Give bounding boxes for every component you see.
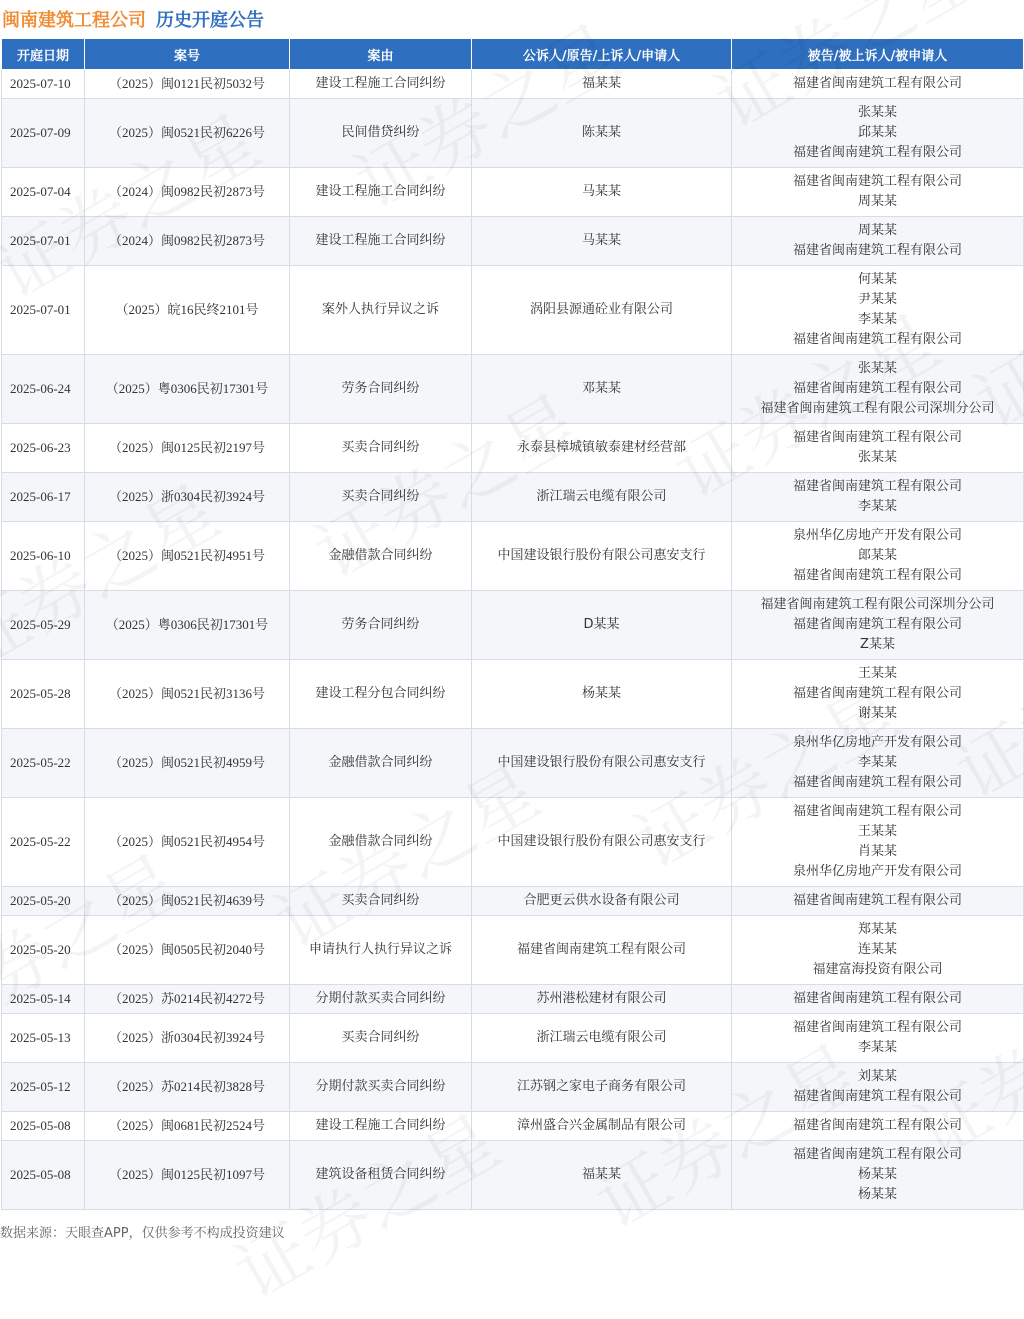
defendant-name: 福建省闽南建筑工程有限公司 <box>792 145 962 160</box>
court-hearing-table <box>1 38 1024 1210</box>
column-header-date: 开庭日期 <box>2 39 85 70</box>
hearing-date-cell: 2025-05-20 <box>2 887 85 916</box>
defendant-name: 福建省闽南建筑工程有限公司 <box>792 1089 962 1104</box>
defendant-cell <box>732 1141 1024 1210</box>
defendant-cell <box>732 660 1024 729</box>
case-number-cell: （2025）苏0214民初4272号 <box>85 985 290 1014</box>
plaintiff-cell <box>472 916 732 985</box>
defendant-cell <box>732 916 1024 985</box>
case-number-cell: （2025）闽0521民初4954号 <box>85 798 290 887</box>
case-cause-cell: 申请执行人执行异议之诉 <box>290 916 472 985</box>
defendant-cell <box>732 424 1024 473</box>
defendant-name: 泉州华亿房地产开发有限公司 <box>792 735 962 750</box>
defendant-name: 李某某 <box>857 755 897 770</box>
table-row <box>2 522 1024 591</box>
case-cause-cell: 建设工程施工合同纠纷 <box>290 168 472 217</box>
defendant-name: 福建省闽南建筑工程有限公司 <box>792 174 962 189</box>
page-header <box>0 0 1024 38</box>
table-row <box>2 1063 1024 1112</box>
table-row <box>2 1112 1024 1141</box>
defendant-name: 福建省闽南建筑工程有限公司 <box>792 991 962 1006</box>
case-cause-cell: 劳务合同纠纷 <box>290 355 472 424</box>
defendant-name: 福建省闽南建筑工程有限公司深圳分公司 <box>760 401 995 416</box>
hearing-date-cell: 2025-07-01 <box>2 266 85 355</box>
case-number-cell: （2025）闽0121民初5032号 <box>85 70 290 99</box>
plaintiff-name: 中国建设银行股份有限公司惠安支行 <box>497 548 706 563</box>
defendant-name: 福建省闽南建筑工程有限公司 <box>792 893 962 908</box>
plaintiff-cell <box>472 1112 732 1141</box>
defendant-name: 福建省闽南建筑工程有限公司 <box>792 617 962 632</box>
defendant-name: 福建省闽南建筑工程有限公司 <box>792 1020 962 1035</box>
defendant-name: 郎某某 <box>857 548 897 563</box>
table-row <box>2 168 1024 217</box>
defendant-name: 周某某 <box>857 223 897 238</box>
plaintiff-cell <box>472 217 732 266</box>
defendant-name: 福建省闽南建筑工程有限公司 <box>792 686 962 701</box>
plaintiff-name: 江苏钢之家电子商务有限公司 <box>516 1079 686 1094</box>
case-number-cell: （2025）苏0214民初3828号 <box>85 1063 290 1112</box>
defendant-name: 张某某 <box>857 105 897 120</box>
plaintiff-cell <box>472 985 732 1014</box>
defendant-name: 王某某 <box>857 824 897 839</box>
case-cause-cell: 建设工程施工合同纠纷 <box>290 1112 472 1141</box>
case-cause-cell: 金融借款合同纠纷 <box>290 729 472 798</box>
defendant-cell <box>732 798 1024 887</box>
defendant-name: 李某某 <box>857 312 897 327</box>
plaintiff-cell <box>472 266 732 355</box>
defendant-name: 尹某某 <box>857 292 897 307</box>
table-row <box>2 887 1024 916</box>
plaintiff-cell <box>472 798 732 887</box>
case-number-cell: （2025）闽0521民初4959号 <box>85 729 290 798</box>
case-number-cell: （2025）闽0521民初4951号 <box>85 522 290 591</box>
column-header-case-no: 案号 <box>85 39 290 70</box>
defendant-name: 福建省闽南建筑工程有限公司 <box>792 1147 962 1162</box>
defendant-name: 周某某 <box>857 194 897 209</box>
case-cause-cell: 金融借款合同纠纷 <box>290 522 472 591</box>
defendant-name: 福建富海投资有限公司 <box>812 962 943 977</box>
hearing-date-cell: 2025-06-17 <box>2 473 85 522</box>
defendant-name: 福建省闽南建筑工程有限公司 <box>792 381 962 396</box>
plaintiff-cell <box>472 729 732 798</box>
plaintiff-cell <box>472 522 732 591</box>
case-number-cell: （2025）浙0304民初3924号 <box>85 1014 290 1063</box>
plaintiff-cell <box>472 424 732 473</box>
defendant-cell <box>732 1112 1024 1141</box>
defendant-name: 张某某 <box>857 450 897 465</box>
case-cause-cell: 分期付款买卖合同纠纷 <box>290 1063 472 1112</box>
defendant-name: Z某某 <box>860 637 895 652</box>
column-header-plaintiff: 公诉人/原告/上诉人/申请人 <box>472 39 732 70</box>
plaintiff-cell <box>472 591 732 660</box>
plaintiff-cell <box>472 660 732 729</box>
plaintiff-name: 永泰县樟城镇敏泰建材经营部 <box>516 440 686 455</box>
page-title: 历史开庭公告 <box>156 10 264 31</box>
column-header-cause: 案由 <box>290 39 472 70</box>
defendant-cell <box>732 729 1024 798</box>
defendant-cell <box>732 1063 1024 1112</box>
hearing-date-cell: 2025-05-29 <box>2 591 85 660</box>
defendant-name: 福建省闽南建筑工程有限公司 <box>792 775 962 790</box>
defendant-name: 福建省闽南建筑工程有限公司 <box>792 568 962 583</box>
table-row <box>2 217 1024 266</box>
hearing-date-cell: 2025-05-08 <box>2 1141 85 1210</box>
defendant-name: 刘某某 <box>857 1069 897 1084</box>
plaintiff-cell <box>472 473 732 522</box>
defendant-name: 郑某某 <box>857 922 897 937</box>
defendant-cell <box>732 266 1024 355</box>
defendant-cell <box>732 887 1024 916</box>
table-row <box>2 1141 1024 1210</box>
case-number-cell: （2025）皖16民终2101号 <box>85 266 290 355</box>
plaintiff-cell <box>472 1141 732 1210</box>
plaintiff-name: 福建省闽南建筑工程有限公司 <box>516 942 686 957</box>
hearing-date-cell: 2025-05-08 <box>2 1112 85 1141</box>
data-source-note: 数据来源：天眼查APP，仅供参考不构成投资建议 <box>0 1226 285 1241</box>
plaintiff-cell <box>472 887 732 916</box>
case-cause-cell: 建设工程分包合同纠纷 <box>290 660 472 729</box>
defendant-name: 李某某 <box>857 1040 897 1055</box>
plaintiff-name: D某某 <box>583 617 620 632</box>
hearing-date-cell: 2025-05-22 <box>2 798 85 887</box>
table-row <box>2 660 1024 729</box>
table-row <box>2 916 1024 985</box>
plaintiff-name: 中国建设银行股份有限公司惠安支行 <box>497 755 706 770</box>
case-number-cell: （2024）闽0982民初2873号 <box>85 168 290 217</box>
defendant-cell <box>732 217 1024 266</box>
case-cause-cell: 买卖合同纠纷 <box>290 1014 472 1063</box>
case-number-cell: （2025）浙0304民初3924号 <box>85 473 290 522</box>
case-number-cell: （2025）闽0681民初2524号 <box>85 1112 290 1141</box>
defendant-name: 福建省闽南建筑工程有限公司 <box>792 76 962 91</box>
case-number-cell: （2024）闽0982民初2873号 <box>85 217 290 266</box>
case-cause-cell: 建设工程施工合同纠纷 <box>290 217 472 266</box>
hearing-date-cell: 2025-06-10 <box>2 522 85 591</box>
case-number-cell: （2025）闽0505民初2040号 <box>85 916 290 985</box>
plaintiff-cell <box>472 355 732 424</box>
case-cause-cell: 建筑设备租赁合同纠纷 <box>290 1141 472 1210</box>
hearing-date-cell: 2025-07-10 <box>2 70 85 99</box>
column-header-defendant: 被告/被上诉人/被申请人 <box>732 39 1024 70</box>
case-cause-cell: 劳务合同纠纷 <box>290 591 472 660</box>
defendant-name: 谢某某 <box>857 706 897 721</box>
table-row <box>2 266 1024 355</box>
defendant-name: 何某某 <box>857 272 897 287</box>
defendant-name: 杨某某 <box>857 1187 897 1202</box>
plaintiff-cell <box>472 1063 732 1112</box>
defendant-name: 泉州华亿房地产开发有限公司 <box>792 864 962 879</box>
defendant-cell <box>732 168 1024 217</box>
table-header-row <box>2 39 1024 70</box>
hearing-date-cell: 2025-05-14 <box>2 985 85 1014</box>
defendant-name: 李某某 <box>857 499 897 514</box>
hearing-date-cell: 2025-05-22 <box>2 729 85 798</box>
case-cause-cell: 金融借款合同纠纷 <box>290 798 472 887</box>
table-row <box>2 473 1024 522</box>
plaintiff-name: 杨某某 <box>581 686 621 701</box>
plaintiff-name: 邓某某 <box>581 381 621 396</box>
hearing-date-cell: 2025-05-13 <box>2 1014 85 1063</box>
defendant-name: 邱某某 <box>857 125 897 140</box>
table-row <box>2 985 1024 1014</box>
defendant-name: 王某某 <box>857 666 897 681</box>
defendant-name: 福建省闽南建筑工程有限公司 <box>792 804 962 819</box>
case-number-cell: （2025）粤0306民初17301号 <box>85 355 290 424</box>
hearing-date-cell: 2025-05-20 <box>2 916 85 985</box>
defendant-name: 福建省闽南建筑工程有限公司 <box>792 430 962 445</box>
plaintiff-name: 中国建设银行股份有限公司惠安支行 <box>497 834 706 849</box>
defendant-cell <box>732 1014 1024 1063</box>
table-row <box>2 798 1024 887</box>
defendant-cell <box>732 985 1024 1014</box>
case-cause-cell: 案外人执行异议之诉 <box>290 266 472 355</box>
plaintiff-cell <box>472 70 732 99</box>
defendant-cell <box>732 591 1024 660</box>
defendant-name: 杨某某 <box>857 1167 897 1182</box>
defendant-name: 福建省闽南建筑工程有限公司 <box>792 479 962 494</box>
defendant-cell <box>732 99 1024 168</box>
defendant-name: 泉州华亿房地产开发有限公司 <box>792 528 962 543</box>
plaintiff-name: 马某某 <box>581 184 621 199</box>
hearing-date-cell: 2025-06-23 <box>2 424 85 473</box>
plaintiff-name: 福某某 <box>581 1167 621 1182</box>
hearing-date-cell: 2025-05-28 <box>2 660 85 729</box>
table-row <box>2 591 1024 660</box>
plaintiff-cell <box>472 168 732 217</box>
table-body <box>2 70 1024 1210</box>
defendant-cell <box>732 70 1024 99</box>
case-cause-cell: 分期付款买卖合同纠纷 <box>290 985 472 1014</box>
hearing-date-cell: 2025-07-01 <box>2 217 85 266</box>
company-name: 闽南建筑工程公司 <box>2 10 146 31</box>
case-number-cell: （2025）闽0125民初1097号 <box>85 1141 290 1210</box>
table-row <box>2 424 1024 473</box>
table-row <box>2 729 1024 798</box>
defendant-name: 福建省闽南建筑工程有限公司 <box>792 332 962 347</box>
defendant-cell <box>732 522 1024 591</box>
plaintiff-name: 陈某某 <box>581 125 621 140</box>
case-cause-cell: 民间借贷纠纷 <box>290 99 472 168</box>
plaintiff-name: 涡阳县源通砼业有限公司 <box>529 302 673 317</box>
defendant-name: 福建省闽南建筑工程有限公司深圳分公司 <box>760 597 995 612</box>
case-number-cell: （2025）闽0125民初2197号 <box>85 424 290 473</box>
defendant-name: 连某某 <box>857 942 897 957</box>
defendant-name: 福建省闽南建筑工程有限公司 <box>792 1118 962 1133</box>
case-number-cell: （2025）闽0521民初3136号 <box>85 660 290 729</box>
defendant-cell <box>732 473 1024 522</box>
defendant-name: 福建省闽南建筑工程有限公司 <box>792 243 962 258</box>
hearing-date-cell: 2025-05-12 <box>2 1063 85 1112</box>
table-row <box>2 70 1024 99</box>
hearing-date-cell: 2025-06-24 <box>2 355 85 424</box>
plaintiff-name: 漳州盛合兴金属制品有限公司 <box>516 1118 686 1133</box>
case-number-cell: （2025）闽0521民初6226号 <box>85 99 290 168</box>
plaintiff-name: 马某某 <box>581 233 621 248</box>
plaintiff-cell <box>472 1014 732 1063</box>
case-number-cell: （2025）闽0521民初4639号 <box>85 887 290 916</box>
defendant-name: 肖某某 <box>857 844 897 859</box>
defendant-name: 张某某 <box>857 361 897 376</box>
plaintiff-name: 苏州港松建材有限公司 <box>536 991 667 1006</box>
plaintiff-name: 合肥更云供水设备有限公司 <box>523 893 680 908</box>
plaintiff-name: 浙江瑞云电缆有限公司 <box>536 489 667 504</box>
case-cause-cell: 建设工程施工合同纠纷 <box>290 70 472 99</box>
table-row <box>2 355 1024 424</box>
table-row <box>2 1014 1024 1063</box>
plaintiff-name: 福某某 <box>581 76 621 91</box>
hearing-date-cell: 2025-07-04 <box>2 168 85 217</box>
table-row <box>2 99 1024 168</box>
defendant-cell <box>732 355 1024 424</box>
case-number-cell: （2025）粤0306民初17301号 <box>85 591 290 660</box>
plaintiff-cell <box>472 99 732 168</box>
case-cause-cell: 买卖合同纠纷 <box>290 473 472 522</box>
hearing-date-cell: 2025-07-09 <box>2 99 85 168</box>
plaintiff-name: 浙江瑞云电缆有限公司 <box>536 1030 667 1045</box>
case-cause-cell: 买卖合同纠纷 <box>290 424 472 473</box>
case-cause-cell: 买卖合同纠纷 <box>290 887 472 916</box>
